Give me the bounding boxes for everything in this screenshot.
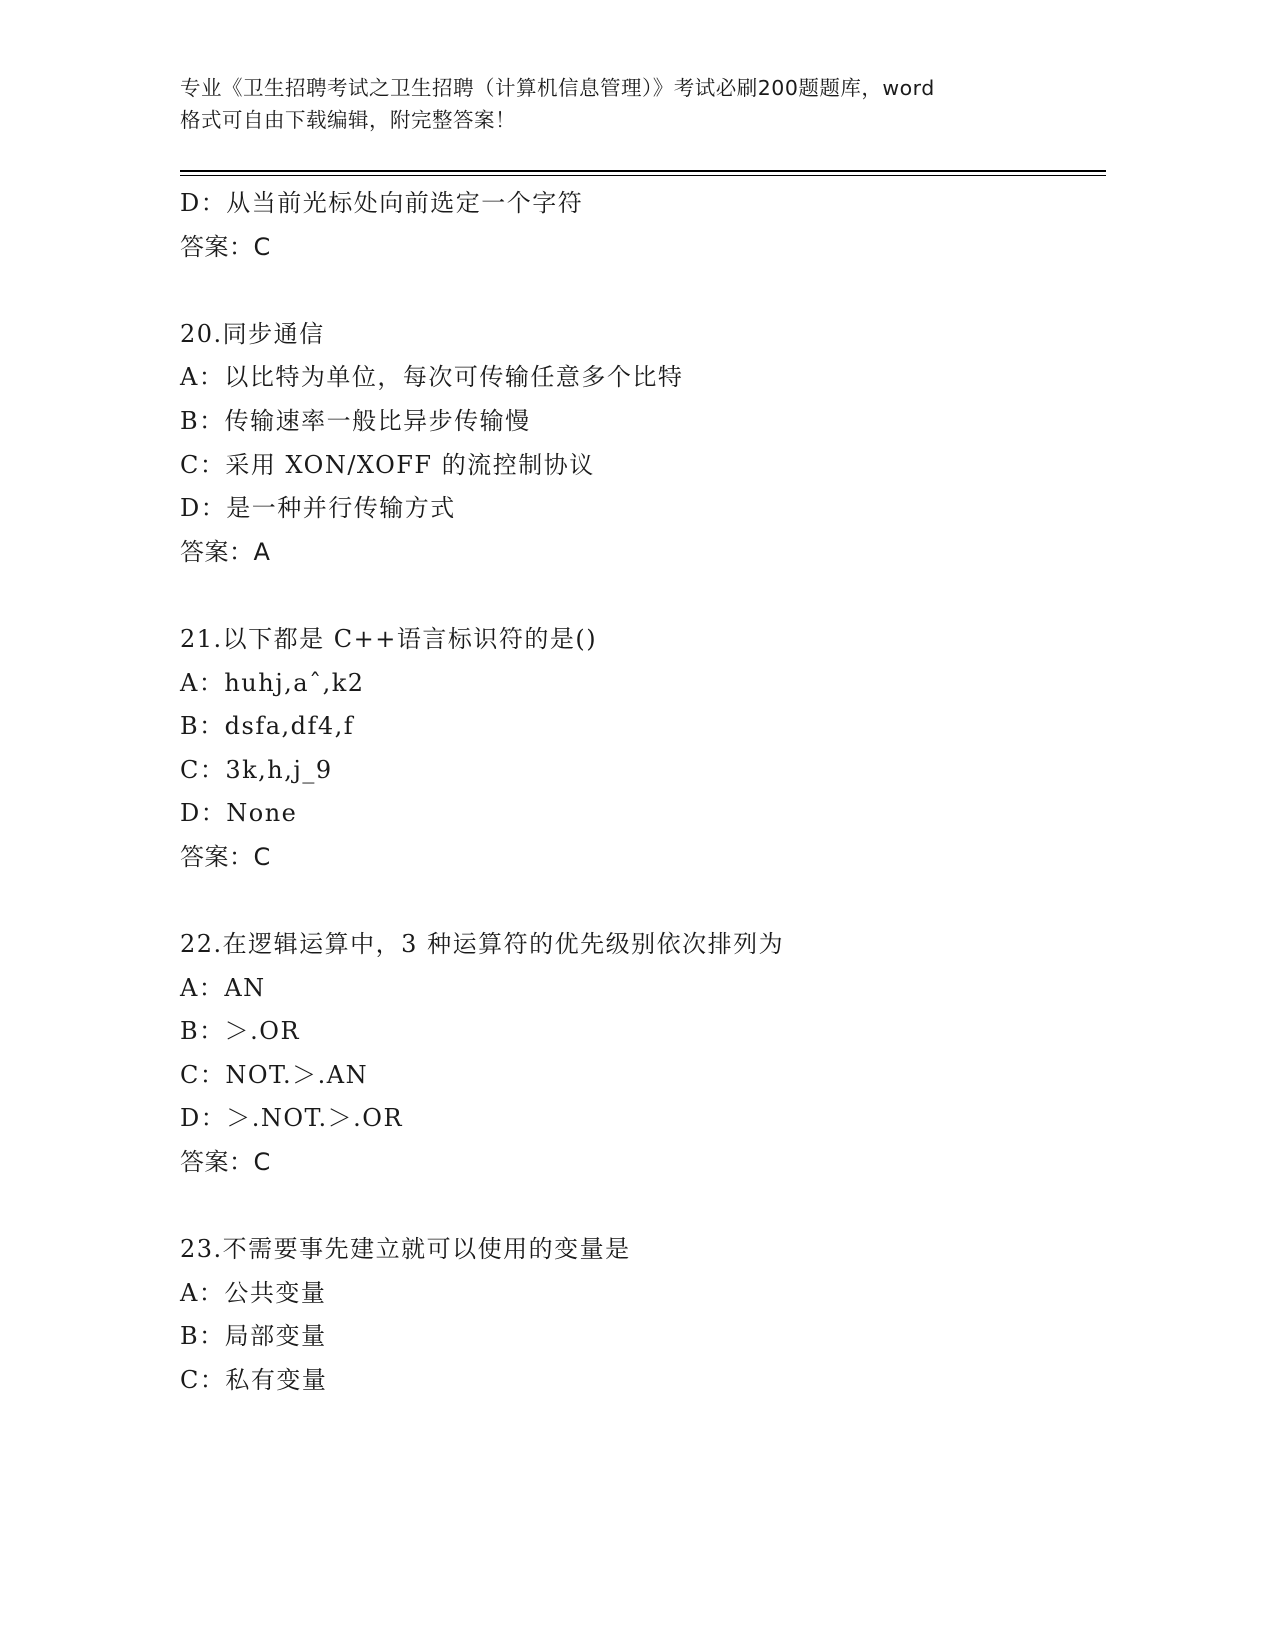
option-c: C：私有变量: [180, 1366, 328, 1395]
spacer: [180, 574, 1106, 618]
option-a: A：以比特为单位，每次可传输任意多个比特: [180, 363, 684, 392]
option-b: B：＞.OR: [180, 1017, 301, 1046]
question-20: [180, 313, 1106, 575]
option-b: B：dsfa,df4,f: [180, 712, 355, 741]
option-d: D：None: [180, 799, 298, 828]
option-a: A：huhj,aˆ,k2: [180, 668, 365, 697]
question-stem: 22.在逻辑运算中，3 种运算符的优先级别依次排列为: [180, 930, 785, 959]
option-d: D：是一种并行传输方式: [180, 494, 456, 523]
option-d: D：＞.NOT.＞.OR: [180, 1104, 404, 1133]
document-header: 专业《卫生招聘考试之卫生招聘（计算机信息管理）》考试必刷200题题库，word 格式可自由下载编辑，附完整答案！: [180, 76, 935, 132]
option-b: B：局部变量: [180, 1322, 327, 1351]
option-a: A：AN: [180, 973, 266, 1002]
option-c: C：NOT.＞.AN: [180, 1060, 369, 1089]
option-c: C：3k,h,j_9: [180, 755, 333, 784]
spacer: [180, 880, 1106, 924]
header-divider-thick: [180, 170, 1106, 172]
question-list: [180, 182, 1106, 1403]
answer-line: 答案：C: [180, 842, 271, 871]
answer-line: 答案：C: [180, 232, 271, 261]
option-b: B：传输速率一般比异步传输慢: [180, 406, 531, 435]
question-stem: 21.以下都是 C++语言标识符的是(): [180, 624, 598, 653]
question-22: [180, 923, 1106, 1185]
question-21: [180, 618, 1106, 880]
header-divider-thin: [180, 175, 1106, 176]
option-d: D：从当前光标处向前选定一个字符: [180, 189, 584, 217]
question-19-tail: [180, 182, 1106, 269]
spacer: [180, 269, 1106, 313]
option-a: A：公共变量: [180, 1278, 327, 1307]
question-23: [180, 1228, 1106, 1402]
spacer: [180, 1185, 1106, 1229]
answer-line: 答案：A: [180, 537, 271, 566]
question-stem: 20.同步通信: [180, 319, 325, 348]
question-stem: 23.不需要事先建立就可以使用的变量是: [180, 1235, 631, 1264]
answer-line: 答案：C: [180, 1148, 271, 1177]
option-c: C：采用 XON/XOFF 的流控制协议: [180, 450, 595, 479]
